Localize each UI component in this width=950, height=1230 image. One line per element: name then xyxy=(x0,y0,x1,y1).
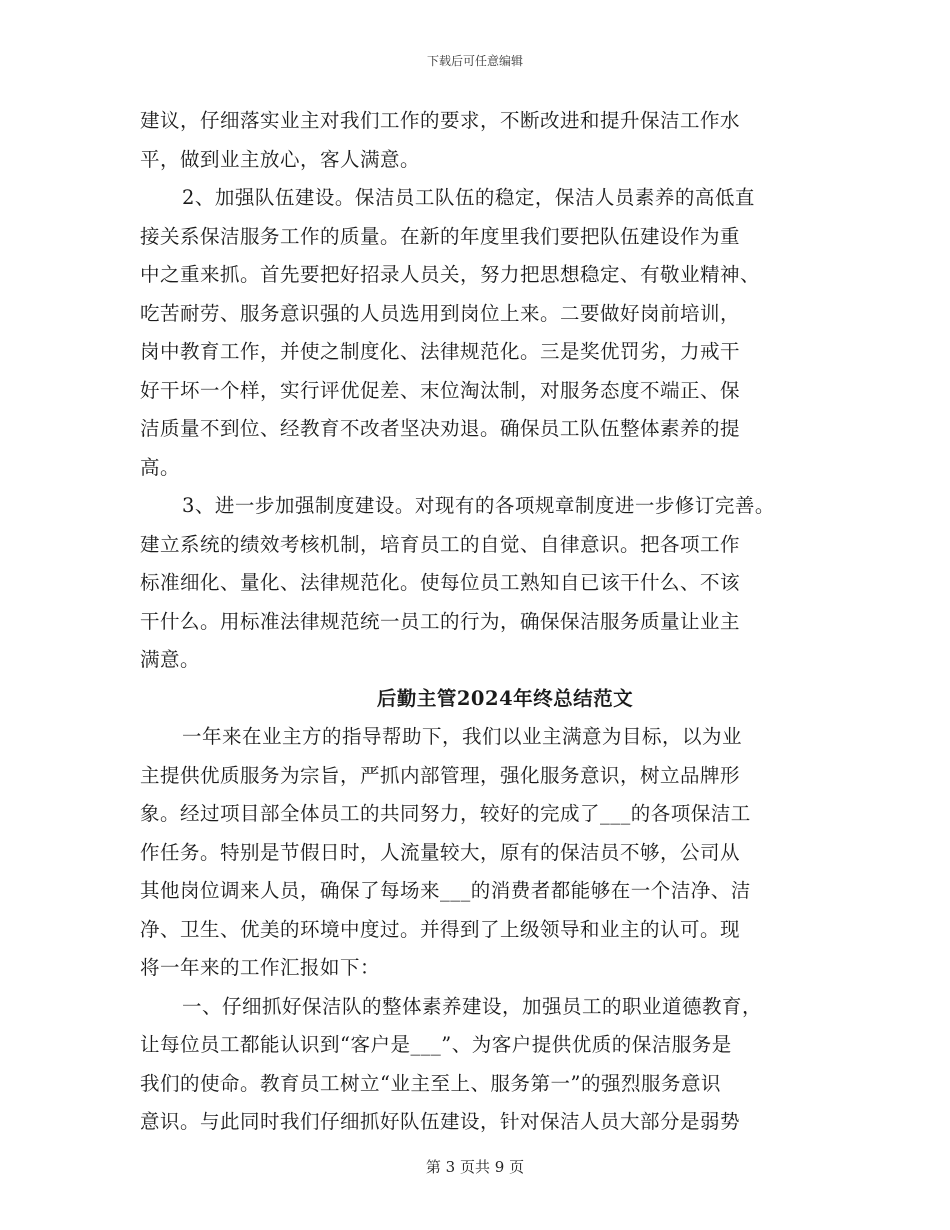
text-line: 平，做到业主放心，客人满意。 xyxy=(140,147,421,171)
text-line: 主提供优质服务为宗旨，严抓内部管理，强化服务意识，树立品牌形 xyxy=(140,763,741,787)
text-line: 中之重来抓。首先要把好招录人员关，努力把思想稳定、有敬业精神、 xyxy=(140,263,761,286)
text-line: 一年来在业主方的指导帮助下，我们以业主满意为目标，以为业 xyxy=(182,725,743,748)
text-line: 2、加强队伍建设。保洁员工队伍的稳定，保洁人员素养的高低直 xyxy=(182,186,755,209)
text-line: 我们的使命。教育员工树立“业主至上、服务第一”的强烈服务意识 xyxy=(140,1071,721,1095)
text-line: 作任务。特别是节假日时，人流量较大，原有的保洁员不够，公司从 xyxy=(140,840,741,864)
text-line: 洁质量不到位、经教育不改者坚决劝退。确保员工队伍整体素养的提 xyxy=(140,417,741,440)
text-line: 3、进一步加强制度建设。对现有的各项规章制度进一步修订完善。 xyxy=(182,494,775,517)
text-line: 吃苦耐劳、服务意识强的人员选用到岗位上来。二要做好岗前培训， xyxy=(140,301,741,325)
text-line: 建议，仔细落实业主对我们工作的要求，不断改进和提升保洁工作水 xyxy=(140,109,741,132)
text-line: 高。 xyxy=(140,455,181,479)
text-line: 净、卫生、优美的环境中度过。并得到了上级领导和业主的认可。现 xyxy=(140,917,741,941)
text-line: 接关系保洁服务工作的质量。在新的年度里我们要把队伍建设作为重 xyxy=(140,224,741,248)
text-line: 岗中教育工作，并使之制度化、法律规范化。三是奖优罚劣，力戒干 xyxy=(140,340,741,363)
text-line: 一、仔细抓好保洁队的整体素养建设，加强员工的职业道德教育， xyxy=(182,994,763,1018)
section-heading: 后勤主管2024年终总结范文 xyxy=(376,686,634,710)
text-line: 让每位员工都能认识到“客户是___”、为客户提供优质的保洁服务是 xyxy=(140,1033,732,1056)
text-line: 意识。与此同时我们仔细抓好队伍建设，针对保洁人员大部分是弱势 xyxy=(140,1110,741,1133)
text-line: 满意。 xyxy=(140,648,201,671)
text-line: 建立系统的绩效考核机制，培育员工的自觉、自律意识。把各项工作 xyxy=(140,532,741,556)
document-body xyxy=(140,102,840,1142)
page-number: 第 3 页共 9 页 xyxy=(425,1158,525,1176)
text-line: 干什么。用标准法律规范统一员工的行为，确保保洁服务质量让业主 xyxy=(140,609,741,633)
text-line: 其他岗位调来人员，确保了每场来___的消费者都能够在一个洁净、洁 xyxy=(140,879,751,902)
text-line: 标准细化、量化、法律规范化。使每位员工熟知自已该干什么、不该 xyxy=(140,571,741,594)
text-line: 好干坏一个样，实行评优促差、末位淘汰制，对服务态度不端正、保 xyxy=(140,378,741,402)
text-line: 将一年来的工作汇报如下： xyxy=(140,956,381,979)
text-line: 象。经过项目部全体员工的共同努力，较好的完成了___的各项保洁工 xyxy=(140,802,751,825)
page-header-note: 下载后可任意编辑 xyxy=(426,54,523,68)
